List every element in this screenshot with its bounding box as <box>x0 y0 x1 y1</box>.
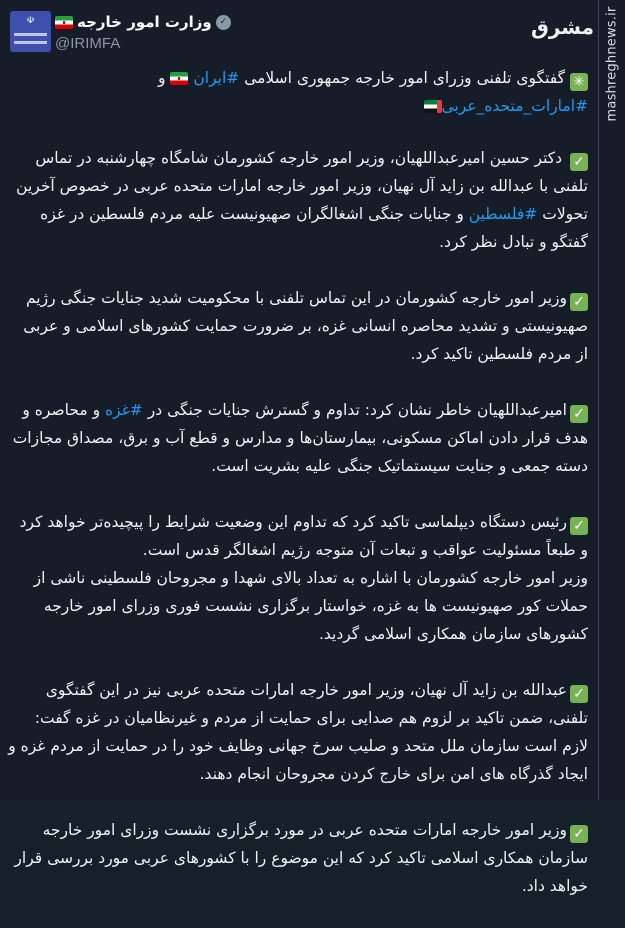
check-mark-icon: ✓ <box>570 517 588 535</box>
avatar-caption-line <box>14 33 47 36</box>
hashtag-palestine-link[interactable]: #فلسطین <box>468 205 538 223</box>
tweet-paragraph <box>8 144 588 256</box>
iran-flag-icon <box>170 72 188 85</box>
paragraph-text: وزیر امور خارجه امارات متحده عربی در مورد برگزاری نشست وزرای امور خارجه سازمان همکاری اسلامی تاکید کرد که این موضوع را با کشورهای عربی مورد بررسی قرار خواهد داد. <box>14 821 588 895</box>
ministry-emblem-icon: ☫ <box>26 16 35 26</box>
tweet-text <box>8 64 588 928</box>
watermark-site-text: mashreghnews.ir <box>604 6 620 122</box>
check-mark-icon: ✓ <box>570 293 588 311</box>
check-mark-icon: ✓ <box>570 825 588 843</box>
iran-flag-icon <box>55 16 73 29</box>
paragraph-text: دکتر حسین امیرعبداللهیان، وزیر امور خارجه کشورمان شامگاه چهارشنبه در تماس تلفنی با عبدالله بن زاید آل نهیان، وزیر امور خارجه امارات متحده عربی در خصوص آخرین تحولات <box>16 149 588 223</box>
tweet-paragraph <box>8 508 588 648</box>
paragraph-text: و جنایات جنگی اشغالگران صهیونیست علیه مردم فلسطین در غزه گفتگو و تبادل نظر کرد. <box>40 205 588 251</box>
tweet-paragraph <box>8 816 588 900</box>
account-name-row[interactable] <box>55 11 231 33</box>
hashtag-iran-link[interactable]: #ایران <box>193 69 240 87</box>
paragraph-text: عبدالله بن زاید آل نهیان، وزیر امور خارجه امارات متحده عربی نیز در این گفتگوی تلفنی، ضمن تاکید بر لزوم هم صدایی برای حمایت از مردم و غیرنظامیان در غزه گفت: لازم است سازمان ملل متحد و صلیب سرخ جهانی وظایف خود را در حمایت از مردم غزه و ایجاد گذرگاه های امن برای خارج کردن مجروحان انجام دهند. <box>8 681 588 783</box>
verified-badge-icon: ✓ <box>216 15 231 30</box>
paragraph-text: وزیر امور خارجه کشورمان در این تماس تلفنی با محکومیت شدید جنایات جنگی رژیم صهیونیستی و تشدید محاصره انسانی غزه، بر ضرورت حمایت کشورهای اسلامی و عربی از مردم فلسطین تاکید کرد. <box>23 289 588 363</box>
tweet-paragraph <box>8 676 588 788</box>
title-text: گفتگوی تلفنی وزرای امور خارجه جمهوری اسلامی <box>244 69 565 87</box>
hashtag-uae-link[interactable]: #امارات_متحده_عربی <box>441 97 588 115</box>
avatar[interactable] <box>10 11 51 52</box>
display-name: وزارت امور خارجه <box>77 13 212 31</box>
sparkle-icon: ✳ <box>570 73 588 91</box>
check-mark-icon: ✓ <box>570 153 588 171</box>
paragraph-text: رئیس دستگاه دیپلماسی تاکید کرد که تداوم این وضعیت شرایط را پیچیده‌تر خواهد کرد و طبعاً مسئولیت عواقب و تبعات آن متوجه رژیم اشغالگر قدس است. <box>19 513 588 559</box>
paragraph-text: امیرعبداللهیان خاطر نشان کرد: تداوم و گسترش جنایات جنگی در <box>147 401 567 419</box>
tweet-paragraph <box>8 284 588 368</box>
avatar-caption-line <box>14 41 47 44</box>
tweet-paragraph <box>8 396 588 480</box>
hashtag-gaza-link[interactable]: #غزه <box>105 401 143 419</box>
account-handle[interactable]: @IRIMFA <box>55 35 121 52</box>
paragraph-text: وزیر امور خارجه کشورمان با اشاره به تعداد بالای شهدا و مجروحان فلسطینی ناشی از حملات کور صهیونیست ها به غزه، خواستار برگزاری نشست فوری وزرای امور خارجه کشورهای سازمان همکاری اسلامی گردید. <box>33 569 588 643</box>
check-mark-icon: ✓ <box>570 685 588 703</box>
conjunction-text: و <box>158 69 166 87</box>
check-mark-icon: ✓ <box>570 405 588 423</box>
paragraph-text: و محاصره و هدف قرار دادن اماکن مسکونی، بیمارستان‌ها و مدارس و قطع آب و برق، مصداق مجازات دسته جمعی و جنایت سیستماتیک جنگی علیه بشریت است. <box>12 401 588 475</box>
mashregh-logo: مشرق <box>530 15 594 39</box>
uae-flag-icon <box>424 100 442 113</box>
tweet-title <box>8 64 588 120</box>
